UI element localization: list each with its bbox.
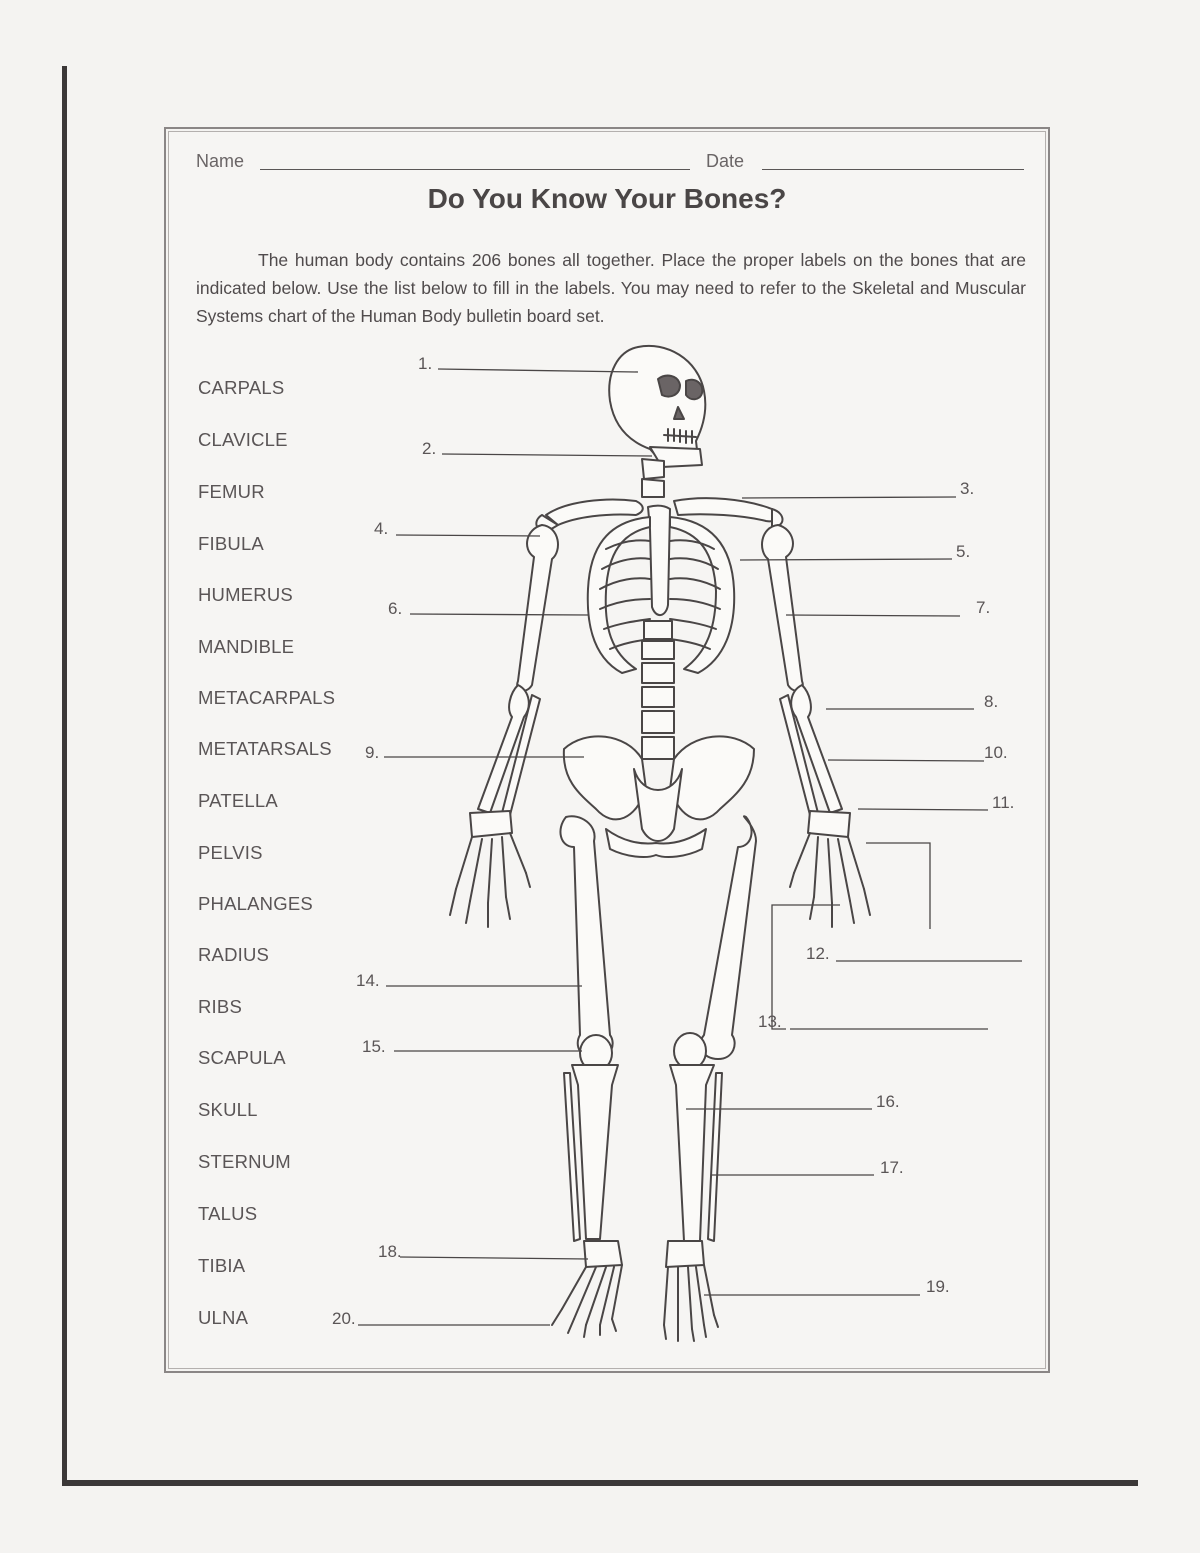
- skull-icon: [609, 346, 705, 467]
- scan-edge-bottom: [62, 1480, 1138, 1486]
- word-bank-item: STERNUM: [198, 1151, 291, 1172]
- label-number: 3.: [960, 479, 975, 498]
- label-number: 5.: [956, 542, 971, 561]
- word-bank-item: FEMUR: [198, 481, 265, 502]
- label-number: 12.: [806, 944, 830, 963]
- date-label: Date: [706, 151, 745, 171]
- word-bank-item: METATARSALS: [198, 738, 332, 759]
- intro-paragraph: The human body contains 206 bones all together. Place the proper labels on the bones that are indicated below. Use the list below to fill in the labels. You may need to refer to the Skeletal and Muscular Systems chart of the Human Body bulletin board set.: [196, 250, 1026, 326]
- label-number: 14.: [356, 971, 380, 990]
- word-bank-item: PELVIS: [198, 842, 263, 863]
- label-number: 1.: [418, 354, 433, 373]
- label-number: 9.: [365, 743, 380, 762]
- word-bank-item: TIBIA: [198, 1255, 246, 1276]
- label-number: 6.: [388, 599, 403, 618]
- label-number: 19.: [926, 1277, 950, 1296]
- word-bank-item: PHALANGES: [198, 893, 313, 914]
- word-bank-item: PATELLA: [198, 790, 278, 811]
- word-bank-item: ULNA: [198, 1307, 249, 1328]
- skeleton-diagram: [166, 129, 1048, 1371]
- word-bank-item: FIBULA: [198, 533, 264, 554]
- word-bank-item: TALUS: [198, 1203, 258, 1224]
- label-number: 18.: [378, 1242, 402, 1261]
- word-bank-item: RADIUS: [198, 944, 270, 965]
- worksheet: [164, 127, 1050, 1373]
- label-number: 8.: [984, 692, 999, 711]
- word-bank-item: METACARPALS: [198, 687, 336, 708]
- label-number: 15.: [362, 1037, 386, 1056]
- label-number: 10.: [984, 743, 1008, 762]
- page-title: Do You Know Your Bones?: [427, 183, 787, 214]
- word-bank-item: CARPALS: [198, 377, 285, 398]
- label-number: 17.: [880, 1158, 904, 1177]
- word-bank-item: CLAVICLE: [198, 429, 288, 450]
- label-number: 11.: [992, 793, 1015, 812]
- label-number: 20.: [332, 1309, 356, 1328]
- label-number: 7.: [976, 598, 991, 617]
- name-label: Name: [196, 151, 245, 171]
- word-bank-item: RIBS: [198, 996, 242, 1017]
- label-number: 2.: [422, 439, 437, 458]
- word-bank-item: MANDIBLE: [198, 636, 295, 657]
- scan-edge-left: [62, 66, 67, 1486]
- word-bank-item: SKULL: [198, 1099, 258, 1120]
- label-number: 16.: [876, 1092, 900, 1111]
- label-number: 13.: [758, 1012, 782, 1031]
- word-bank-item: SCAPULA: [198, 1047, 286, 1068]
- label-number: 4.: [374, 519, 389, 538]
- word-bank-item: HUMERUS: [198, 584, 293, 605]
